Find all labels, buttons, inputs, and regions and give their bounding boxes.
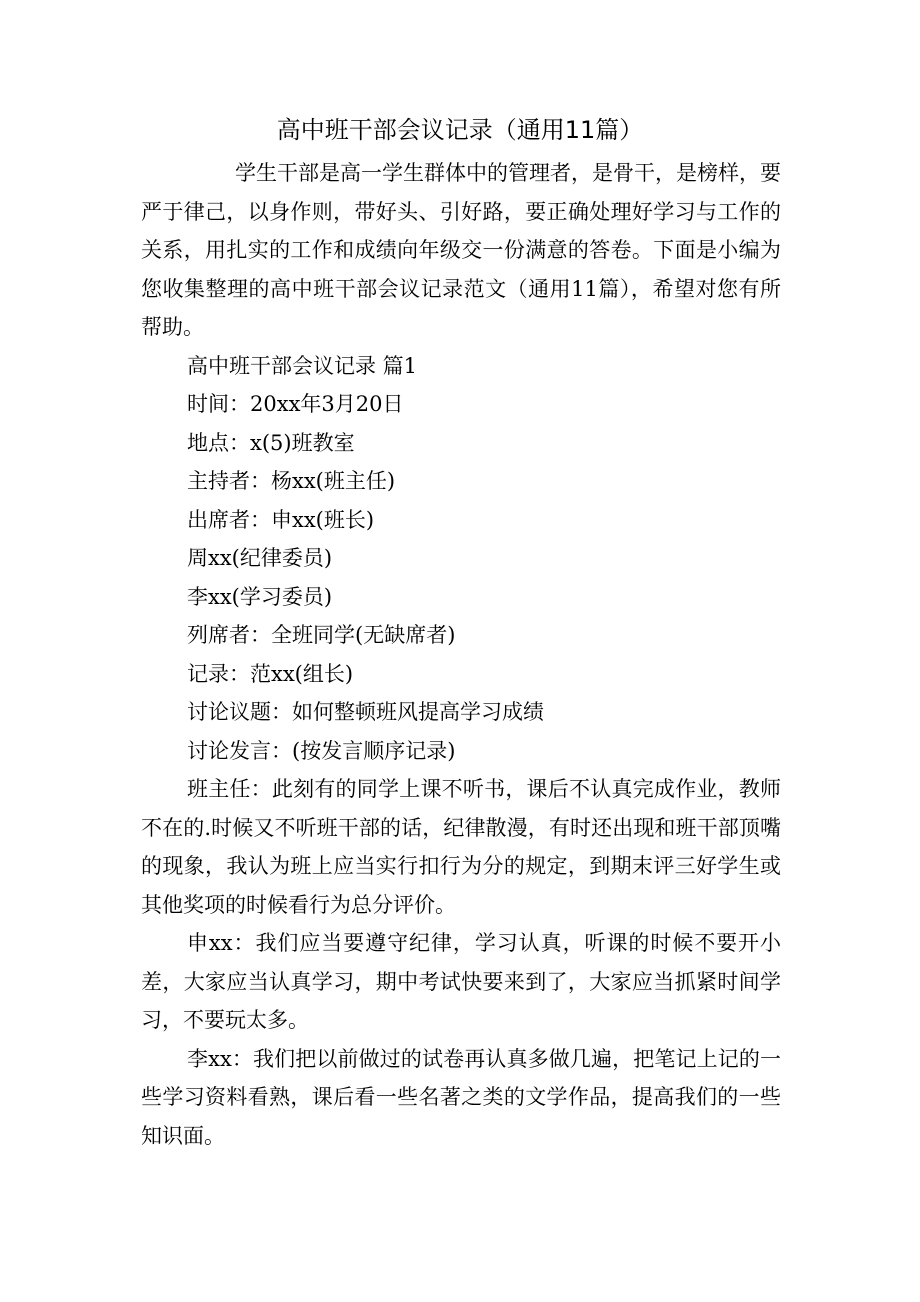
meeting-attendee: 李xx(学习委员)	[187, 584, 333, 609]
meeting-recorder: 记录：范xx(组长)	[187, 661, 354, 686]
meeting-attendee: 出席者：申xx(班长)	[187, 507, 375, 532]
meeting-topic: 讨论议题：如何整顿班风提高学习成绩	[187, 700, 544, 724]
speech-paragraph: 申xx：我们应当要遵守纪律，学习认真，听课的时候不要开小差，大家应当认真学习，期中考试快要来到了，大家应当抓紧时间学习，不要玩太多。	[141, 931, 781, 1032]
meeting-attendee: 周xx(纪律委员)	[187, 546, 333, 570]
document-title: 高中班干部会议记录（通用11篇）	[276, 116, 644, 144]
meeting-host: 主持者：杨xx(班主任)	[187, 469, 396, 493]
meeting-place: 地点：x(5)班教室	[187, 430, 355, 455]
section-heading: 高中班干部会议记录 篇1	[187, 353, 418, 378]
speech-paragraph: 李xx：我们把以前做过的试卷再认真多做几遍，把笔记上记的一些学习资料看熟，课后看一些名著之类的文学作品，提高我们的一些知识面。	[141, 1046, 781, 1148]
speech-paragraph: 班主任：此刻有的同学上课不听书，课后不认真完成作业，教师不在的.时候又不听班干部的话，纪律散漫，有时还出现和班干部顶嘴的现象，我认为班上应当实行扣行为分的规定，到期末评三好学生或其他奖项的时候看行为总分评价。	[141, 777, 781, 917]
meeting-observers: 列席者：全班同学(无缺席者)	[187, 623, 456, 647]
intro-paragraph: 学生干部是高一学生群体中的管理者，是骨干，是榜样，要严于律己，以身作则，带好头、引好路，要正确处理好学习与工作的关系，用扎实的工作和成绩向年级交一份满意的答卷。下面是小编为您收集整理的高中班干部会议记录范文（通用11篇），希望对您有所帮助。	[141, 161, 781, 339]
document-body	[141, 154, 781, 1155]
meeting-time: 时间：20xx年3月20日	[187, 392, 404, 416]
speech-order: 讨论发言：(按发言顺序记录)	[187, 738, 456, 763]
